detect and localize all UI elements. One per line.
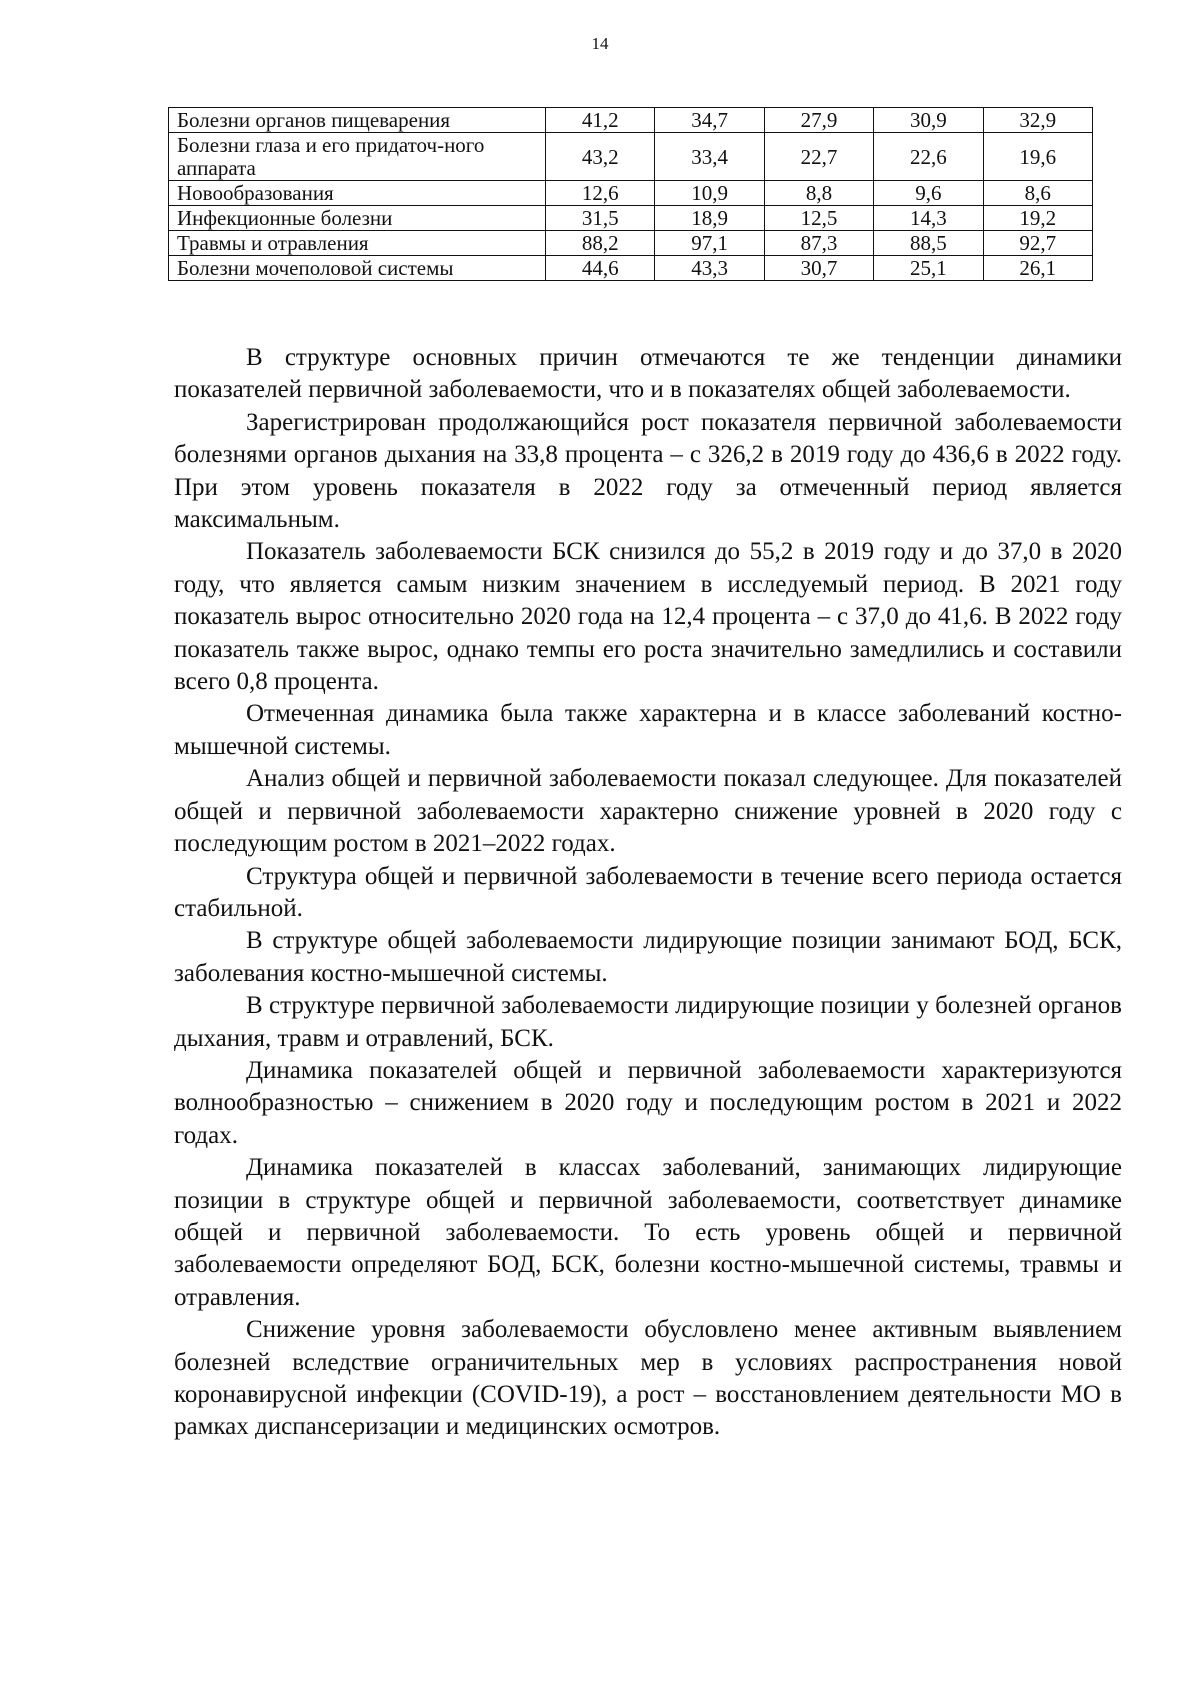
row-label: Травмы и отравления [169, 231, 546, 256]
table-cell: 30,7 [764, 256, 873, 281]
table-cell: 22,6 [874, 133, 983, 181]
table-cell: 9,6 [874, 181, 983, 206]
table-cell: 44,6 [546, 256, 655, 281]
table-row [169, 133, 1093, 181]
table-cell: 19,6 [983, 133, 1092, 181]
table-cell: 41,2 [546, 108, 655, 133]
table-cell: 10,9 [655, 181, 764, 206]
paragraph: Зарегистрирован продолжающийся рост показателя первичной заболеваемости болезнями органов дыхания на 33,8 процента – с 326,2 в 2019 году до 436,6 в 2022 году. При этом уровень показателя в 2022 году за отмеченный период является максимальным. [174, 408, 1122, 534]
table-row [169, 256, 1093, 281]
table-cell: 43,2 [546, 133, 655, 181]
table-cell: 87,3 [764, 231, 873, 256]
paragraph: Анализ общей и первичной заболеваемости показал следующее. Для показателей общей и первичной заболеваемости характерно снижение уровней в 2020 году с последующим ростом в 2021–2022 годах. [174, 765, 1122, 858]
paragraph: Показатель заболеваемости БСК снизился до 55,2 в 2019 году и до 37,0 в 2020 году, что является самым низким значением в исследуемый период. В 2021 году показатель вырос относительно 2020 года на 12,4 процента – с 37,0 до 41,6. В 2022 году показатель также вырос, однако темпы его роста значительно замедлились и составили всего 0,8 процента. [174, 538, 1122, 696]
paragraph: Динамика показателей общей и первичной заболеваемости характеризуются волнообразностью – снижением в 2020 году и последующим ростом в 2021 и 2022 годах. [174, 1056, 1122, 1149]
table-cell: 30,9 [874, 108, 983, 133]
table-cell: 32,9 [983, 108, 1092, 133]
table-cell: 97,1 [655, 231, 764, 256]
row-label: Инфекционные болезни [169, 206, 546, 231]
table-cell: 19,2 [983, 206, 1092, 231]
paragraph: Отмеченная динамика была также характерна и в классе заболеваний костно-мышечной системы. [174, 700, 1122, 760]
body-text [174, 342, 1122, 1444]
paragraph: В структуре общей заболеваемости лидирующие позиции занимают БОД, БСК, заболевания костно-мышечной системы. [174, 927, 1122, 987]
table-cell: 12,6 [546, 181, 655, 206]
table-cell: 27,9 [764, 108, 873, 133]
table-cell: 92,7 [983, 231, 1092, 256]
paragraph: Динамика показателей в классах заболеваний, занимающих лидирующие позиции в структуре общей и первичной заболеваемости, соответствует динамике общей и первичной заболеваемости. То есть уровень общей и первичной заболеваемости определяют БОД, БСК, болезни костно-мышечной системы, травмы и отравления. [174, 1154, 1122, 1311]
table-cell: 34,7 [655, 108, 764, 133]
paragraph: Снижение уровня заболеваемости обусловлено менее активным выявлением болезней вследствие ограничительных мер в условиях распространения новой коронавирусной инфекции (COVID-19), а рост – восстановлением деятельности МО в рамках диспансеризации и медицинских осмотров. [174, 1316, 1122, 1441]
table-cell: 88,2 [546, 231, 655, 256]
paragraph: В структуре первичной заболеваемости лидирующие позиции у болезней органов дыхания, травм и отравлений, БСК. [174, 992, 1122, 1052]
table-row [169, 206, 1093, 231]
table-cell: 26,1 [983, 256, 1092, 281]
page-number: 14 [591, 34, 609, 53]
table-cell: 14,3 [874, 206, 983, 231]
table-cell: 18,9 [655, 206, 764, 231]
table-cell: 12,5 [764, 206, 873, 231]
table-cell: 43,3 [655, 256, 764, 281]
table-cell: 8,6 [983, 181, 1092, 206]
table-cell: 25,1 [874, 256, 983, 281]
table-row [169, 181, 1093, 206]
row-label: Болезни мочеполовой системы [169, 256, 546, 281]
row-label: Болезни глаза и его придаточ-ного аппарата [169, 133, 546, 181]
table-cell: 88,5 [874, 231, 983, 256]
row-label: Болезни органов пищеварения [169, 108, 546, 133]
row-label: Новообразования [169, 181, 546, 206]
morbidity-table [168, 107, 1093, 281]
table-row [169, 231, 1093, 256]
table-cell: 33,4 [655, 133, 764, 181]
table-cell: 31,5 [546, 206, 655, 231]
table-row [169, 108, 1093, 133]
table-cell: 8,8 [764, 181, 873, 206]
table-cell: 22,7 [764, 133, 873, 181]
paragraph: Структура общей и первичной заболеваемости в течение всего периода остается стабильной. [174, 862, 1122, 922]
paragraph: В структуре основных причин отмечаются те же тенденции динамики показателей первичной заболеваемости, что и в показателях общей заболеваемости. [174, 344, 1122, 404]
